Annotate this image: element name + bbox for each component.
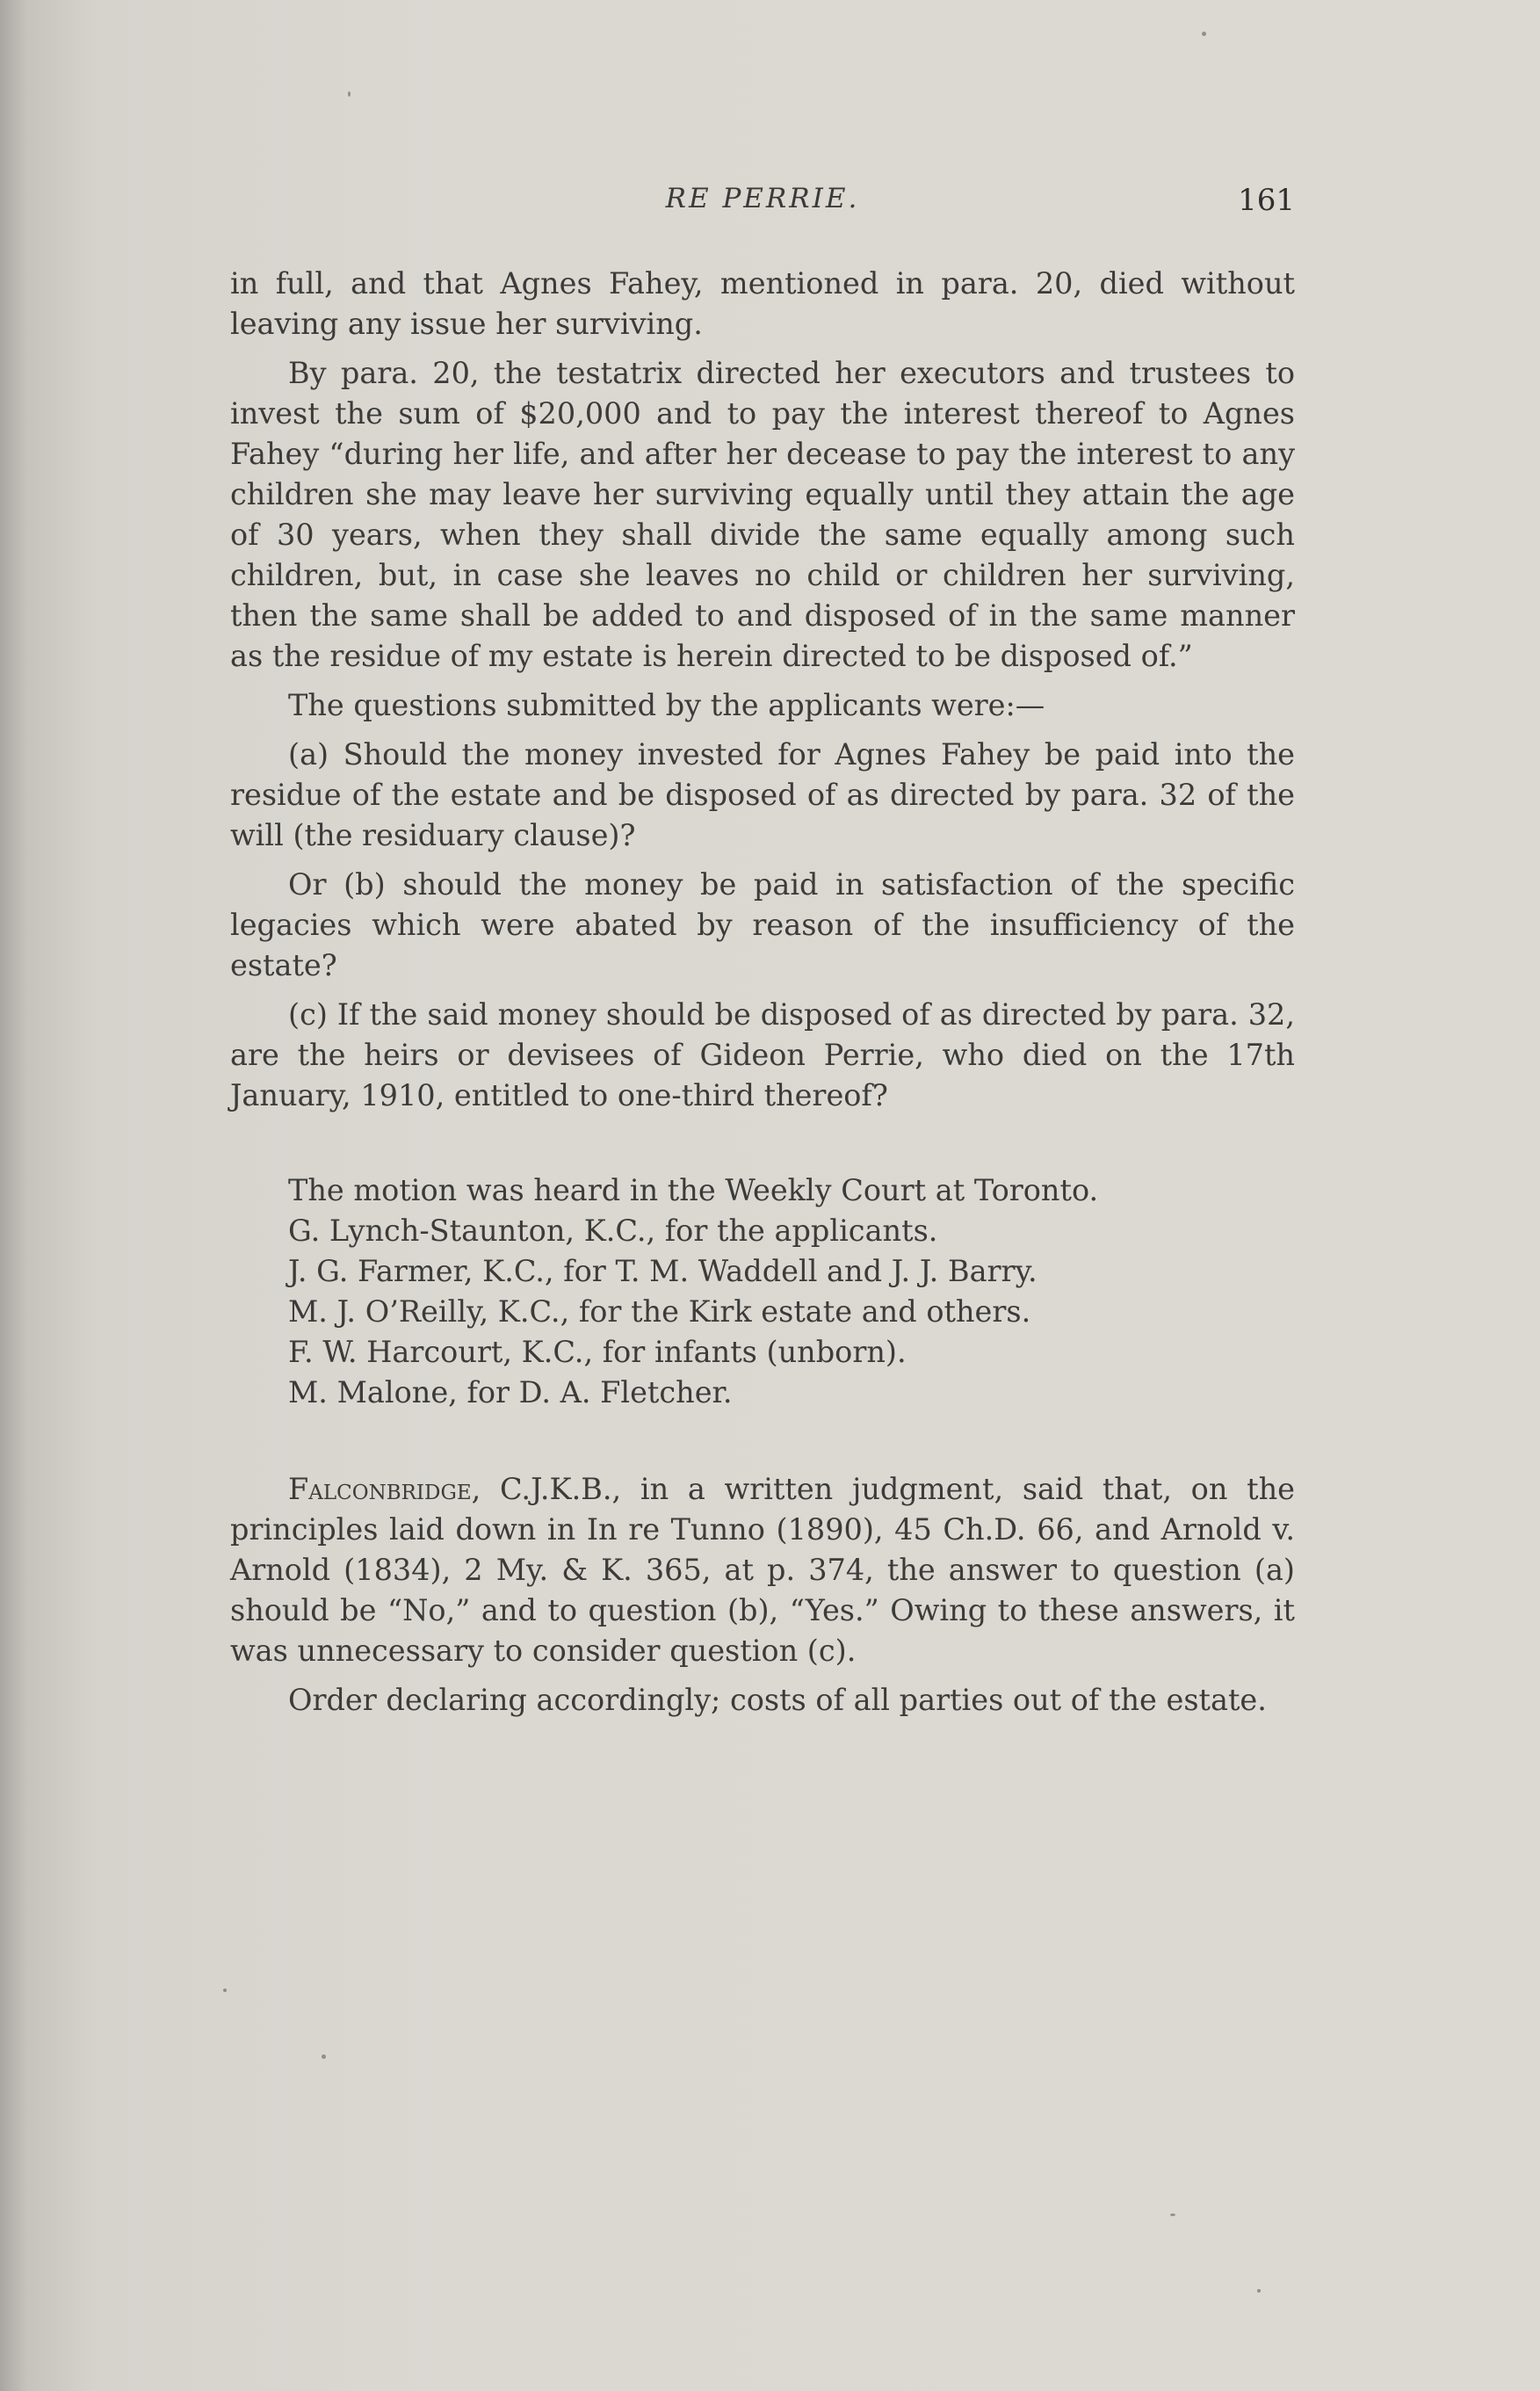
- counsel-list: [230, 1170, 1295, 1413]
- question-a: (a) Should the money invested for Agnes Fahey be paid into the residue of the estate and be disposed of as directed by para. 32 of the will (the residuary clause)?: [230, 737, 1295, 852]
- paper-speck: [1170, 2213, 1175, 2216]
- running-title: RE PERRIE.: [665, 183, 860, 214]
- body-text: [230, 264, 1295, 1729]
- counsel-line: M. Malone, for D. A. Fletcher.: [288, 1375, 733, 1409]
- page-header: [230, 183, 1295, 227]
- paper-speck: [1202, 32, 1206, 36]
- paper-speck: [348, 91, 351, 97]
- paragraph-questions-intro: The questions submitted by the applicants were:—: [288, 688, 1045, 722]
- judgment-paragraph: [230, 1469, 1295, 1671]
- counsel-line: M. J. O’Reilly, K.C., for the Kirk estate and others.: [288, 1294, 1031, 1329]
- counsel-line: F. W. Harcourt, K.C., for infants (unborn).: [288, 1335, 907, 1369]
- question-c: (c) If the said money should be disposed of as directed by para. 32, are the heirs or devisees of Gideon Perrie, who died on the 17th January, 1910, entitled to one-third thereof?: [230, 997, 1295, 1112]
- counsel-line: J. G. Farmer, K.C., for T. M. Waddell and J. J. Barry.: [288, 1254, 1038, 1288]
- paragraph-continuation: in full, and that Agnes Fahey, mentioned in para. 20, died without leaving any issue her surviving.: [230, 266, 1295, 341]
- paper-speck: [1257, 2289, 1261, 2293]
- paper-speck: [223, 1989, 227, 1992]
- paper-speck: [322, 2054, 326, 2059]
- page-number: 161: [1238, 183, 1295, 218]
- counsel-line: G. Lynch-Staunton, K.C., for the applicants.: [288, 1214, 938, 1248]
- judgment-text: , C.J.K.B., in a written judgment, said that, on the principles laid down in In re Tunno (1890), 45 Ch.D. 66, and Arnold v. Arnold (1834), 2 My. & K. 365, at p. 374, the answer to question (a) should be “No,” and to question (b), “Yes.” Owing to these answers, it was unnecessary to consider question (c).: [230, 1472, 1295, 1668]
- paragraph-will-provision: By para. 20, the testatrix directed her executors and trustees to invest the sum of $20,000 and to pay the interest thereof to Agnes Fahey “during her life, and after her decease to pay the interest to any children she may leave her surviving equally until they attain the age of 30 years, when they shall divide the same equally among such children, but, in case she leaves no child or children her surviving, then the same shall be added to and disposed of in the same manner as the residue of my estate is herein directed to be disposed of.”: [230, 356, 1295, 673]
- order-paragraph: Order declaring accordingly; costs of all parties out of the estate.: [288, 1683, 1267, 1717]
- judge-name: Falconbridge: [288, 1472, 472, 1506]
- hearing-line: The motion was heard in the Weekly Court at Toronto.: [288, 1173, 1099, 1207]
- question-b: Or (b) should the money be paid in satisfaction of the specific legacies which were abated by reason of the insufficiency of the estate?: [230, 867, 1295, 982]
